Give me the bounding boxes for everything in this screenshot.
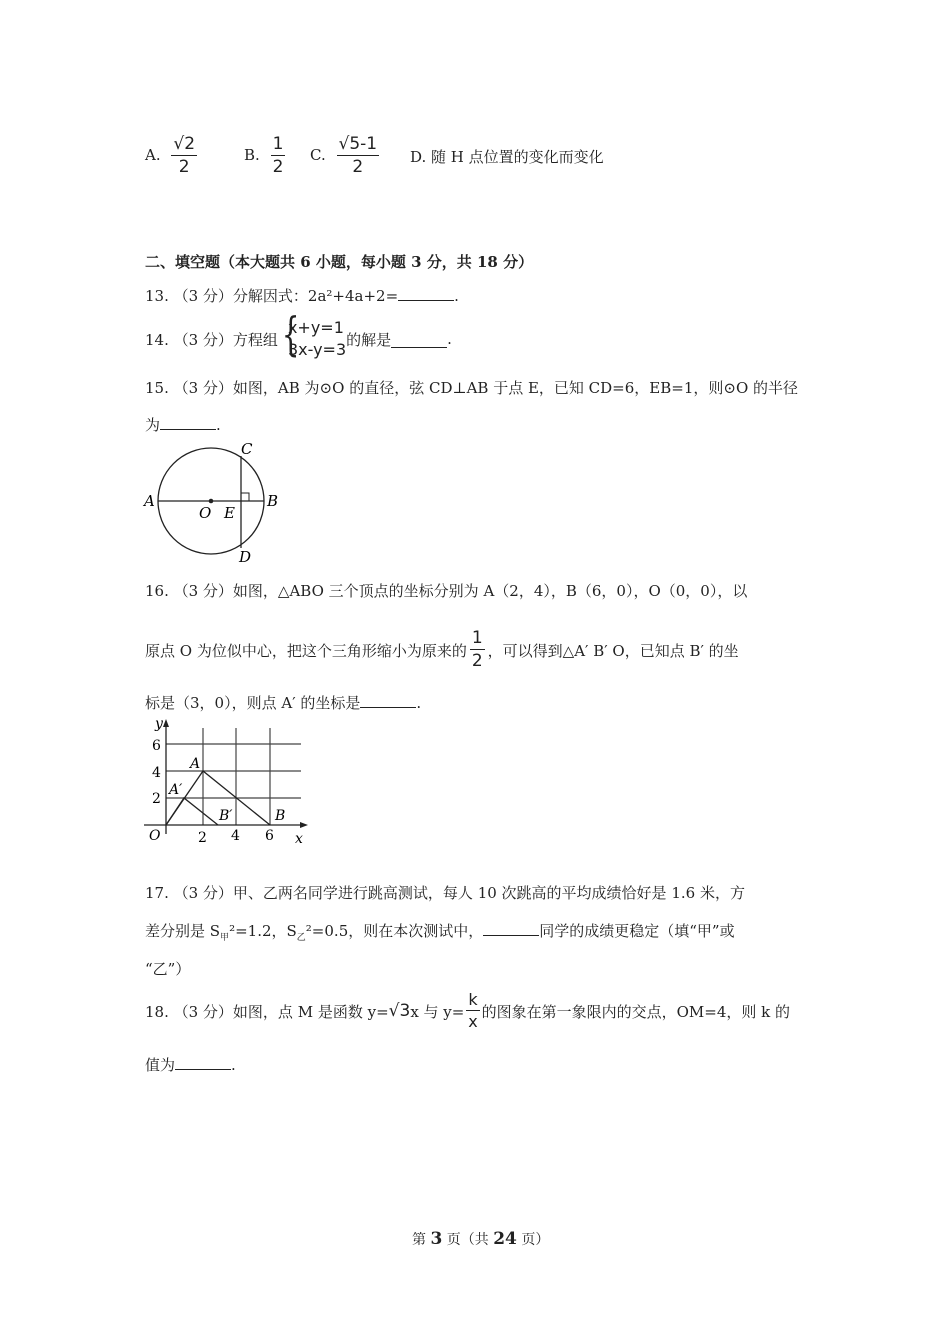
footer-pre: 第 [412,1232,426,1248]
q16-line3 [145,692,421,713]
q12-options [145,136,197,182]
q18-line2 [145,1054,236,1075]
section-title: 二、填空题（本大题共 6 小题，每小题 3 分，共 18 分） [145,253,534,271]
q16-line2 [145,630,739,670]
q14-after: 的解是 [346,330,392,349]
option-c-denominator: 2 [352,157,364,177]
q15-line2-text: 为 [145,416,161,434]
option-a-denominator: 2 [178,157,190,177]
q14-brace: { [281,307,300,361]
q16-line1: 16. （3 分）如图，△ABO 三个顶点的坐标分别为 A（2，4），B（6，0），O（0，0），以 [145,582,748,600]
q17-line2 [145,920,735,943]
q18-post: 的图象在第一象限内的交点，OM=4，则 k 的 [481,1002,791,1021]
q13-answer-blank[interactable] [398,299,454,301]
q18-mid: x 与 y= [410,1002,465,1021]
right-angle-mark [241,493,249,501]
tick-x4: 4 [231,828,240,844]
q16-numerator: 1 [471,628,483,648]
q18-pre: 18. （3 分）如图，点 M 是函数 y= [145,1002,389,1021]
label-x-axis: x [295,831,303,847]
q15-line1: 15. （3 分）如图，AB 为⊙O 的直径，弦 CD⊥AB 于点 E，已知 CD=6，EB=1，则⊙O 的半径 [145,379,799,397]
option-a-fraction [171,136,197,176]
q16-line2-post: ，可以得到△A′ B′ O，已知点 B′ 的坐 [487,641,739,660]
q17-answer-blank[interactable] [483,934,539,936]
q15-line2 [145,414,221,435]
option-c-label: C. [310,146,326,164]
tick-y4: 4 [152,765,161,781]
q12-option-b [244,136,285,176]
q14-eq2: 3x-y=3 [287,340,347,359]
q16-fraction [470,630,485,670]
q13-end: . [454,287,459,305]
q18-fraction [466,992,479,1030]
label-o: O [199,504,212,522]
label-a-prime: A′ [169,782,183,798]
label-b: B [267,492,279,510]
center-dot [209,499,214,504]
q15-circle-figure [140,438,290,566]
q18-denominator: x [468,1012,478,1031]
tick-y2: 2 [152,791,161,807]
q15-answer-blank[interactable] [160,428,216,430]
q17-mid1: ²=1.2，S [229,922,297,940]
tick-x2: 2 [198,830,207,846]
q17-line2-pre: 差分别是 S [145,922,221,940]
option-c-numerator: √5-1 [338,134,378,154]
label-a: A [190,756,201,772]
q17-sub-jia: 甲 [220,933,230,943]
q14-equation-system [278,307,347,361]
x-axis-arrow [300,822,308,828]
label-b-prime: B′ [219,808,233,824]
label-d: D [239,548,252,566]
label-y-axis: y [155,716,163,732]
label-e: E [224,504,235,522]
question-13 [145,285,459,306]
footer-mid: 页（共 [446,1232,489,1248]
q15-end: . [216,416,221,434]
q16-answer-blank[interactable] [360,706,416,708]
option-a-numerator: √2 [173,134,196,154]
tick-y6: 6 [152,738,161,754]
label-a: A [144,492,155,510]
q14-end: . [447,330,452,348]
q17-line2-post: 同学的成绩更稳定（填“甲”或 [539,922,735,940]
q18-numerator: k [468,990,478,1009]
footer-total-pages: 24 [493,1229,517,1249]
q18-sqrt: √3 [388,1001,411,1021]
q13-text: 13. （3 分）分解因式：2a²+4a+2= [145,287,399,305]
question-14 [145,307,452,364]
q16-denominator: 2 [471,651,483,671]
footer-page-number: 3 [430,1229,443,1249]
y-axis-arrow [163,719,169,727]
q16-end: . [416,694,422,712]
option-b-label: B. [244,146,260,164]
label-b: B [275,808,286,824]
q14-answer-blank[interactable] [391,346,447,348]
q18-end: . [231,1056,236,1074]
footer-post: 页） [521,1232,550,1248]
q16-grid-figure [140,714,315,850]
q17-sub-yi: 乙 [296,933,306,943]
label-origin: O [149,828,161,844]
q16-line3-text: 标是（3，0），则点 A′ 的坐标是 [145,694,361,712]
option-b-denominator: 2 [272,157,284,177]
q14-eq1: x+y=1 [287,318,344,337]
q17-mid2: ²=0.5，则在本次测试中， [305,922,484,940]
option-b-numerator: 1 [272,134,284,154]
q12-option-c [310,136,379,176]
q18-answer-blank[interactable] [175,1068,231,1070]
q18-line1 [145,992,790,1030]
option-c-fraction [337,136,380,176]
triangle-a-prime-b-prime-o [166,798,218,825]
tick-x6: 6 [265,828,274,844]
q14-text: 14. （3 分）方程组 [145,330,278,349]
option-d: D. 随 H 点位置的变化而变化 [410,148,604,166]
label-c: C [241,440,253,458]
q17-line3: “乙”） [145,960,191,978]
q18-line2-text: 值为 [145,1056,176,1074]
page-footer [412,1229,549,1249]
option-a-label: A. [145,146,161,164]
q16-line2-pre: 原点 O 为位似中心，把这个三角形缩小为原来的 [145,641,467,660]
q17-line1: 17. （3 分）甲、乙两名同学进行跳高测试，每人 10 次跳高的平均成绩恰好是 1.6 米，方 [145,884,745,902]
option-b-fraction [271,136,286,176]
